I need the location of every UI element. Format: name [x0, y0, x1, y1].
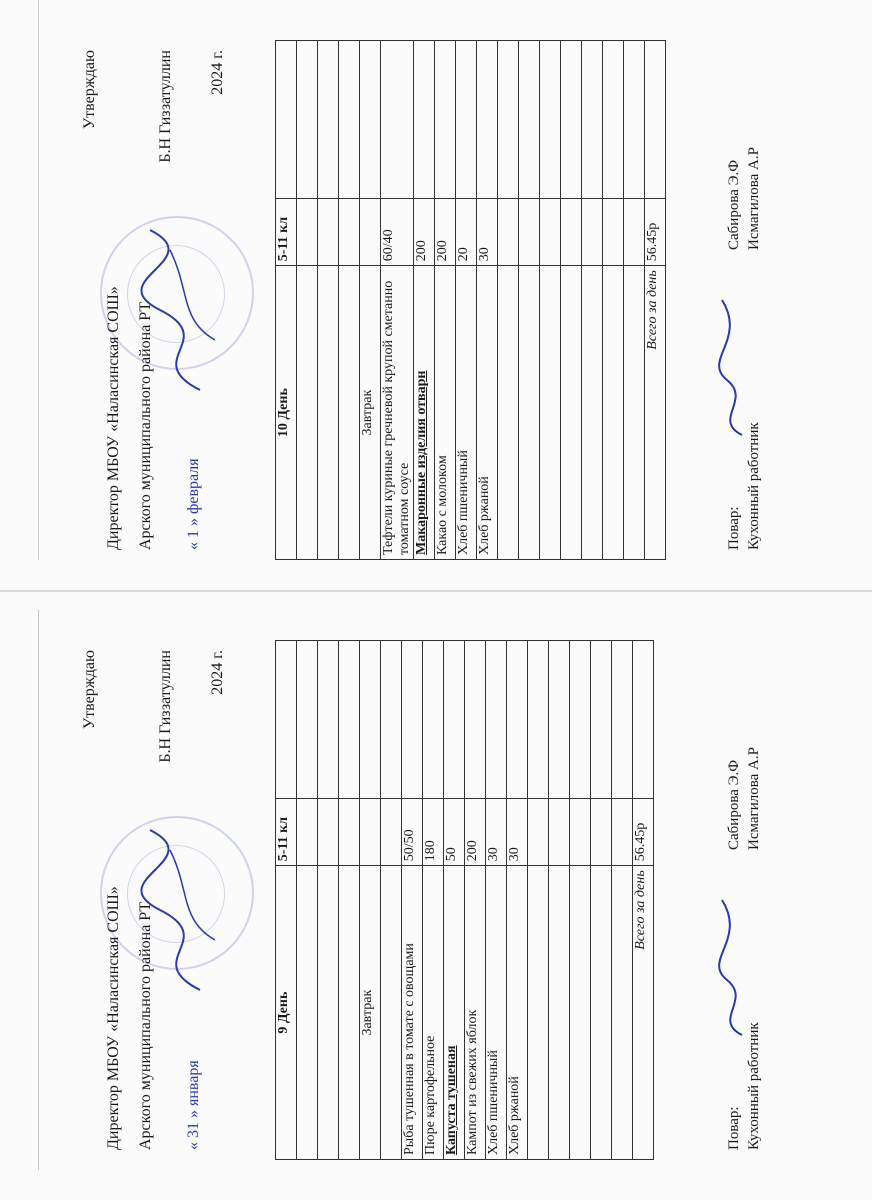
approve-title: Утверждаю — [81, 650, 98, 730]
total-label: Всего за день — [645, 266, 666, 560]
cook-label: Повар: — [726, 506, 742, 550]
item-portion: 50/50 — [402, 798, 423, 865]
menu-table — [275, 640, 654, 1160]
fold-line — [0, 590, 872, 592]
table-row — [498, 41, 519, 560]
table-row — [444, 641, 465, 1160]
table-row — [414, 41, 435, 560]
approve-year: 2024 г. — [209, 650, 226, 695]
item-name: Хлеб пшеничный — [456, 266, 477, 560]
total-label: Всего за день — [633, 866, 654, 1160]
table-row — [318, 641, 339, 1160]
table-row — [624, 41, 645, 560]
day-label: 10 День — [276, 266, 297, 560]
table-row — [456, 41, 477, 560]
menu-table — [275, 40, 666, 560]
table-header-row — [276, 41, 297, 560]
total-value: 56.45р — [633, 798, 654, 865]
menu-sheet-day-10 — [60, 40, 820, 560]
page-edge — [38, 610, 39, 1170]
approve-name: Б.Н Гиззатуллин — [157, 650, 174, 763]
item-portion: 60/40 — [381, 198, 414, 265]
item-name: Макаронные изделия отварн — [414, 266, 435, 560]
table-row — [486, 641, 507, 1160]
item-portion: 200 — [465, 798, 486, 865]
item-portion: 200 — [435, 198, 456, 265]
table-row — [507, 641, 528, 1160]
meal-label: Завтрак — [360, 266, 381, 560]
item-name: Капуста тушеная — [444, 866, 465, 1160]
item-name: Хлеб ржаной — [507, 866, 528, 1160]
table-row — [519, 41, 540, 560]
table-row — [561, 41, 582, 560]
item-portion: 20 — [456, 198, 477, 265]
menu-sheet-day-9 — [60, 640, 820, 1160]
approve-title: Утверждаю — [81, 50, 98, 130]
meal-row — [360, 641, 381, 1160]
kitchen-label: Кухонный работник — [746, 1022, 762, 1150]
cook-name: Сабирова Э.Ф — [726, 159, 742, 250]
approve-director: Директор МБОУ «Наласинская СОШ» — [105, 886, 122, 1150]
cook-signature — [707, 890, 757, 1040]
cook-signature — [707, 290, 757, 440]
table-header-row — [276, 641, 297, 1160]
item-portion: 30 — [477, 198, 498, 265]
table-row — [339, 641, 360, 1160]
table-row — [612, 641, 633, 1160]
total-row — [645, 41, 666, 560]
table-row — [402, 641, 423, 1160]
item-name: Тефтели куриные гречневой крупой сметанно томатном соусе — [381, 266, 414, 560]
table-row — [381, 41, 414, 560]
item-portion: 180 — [423, 798, 444, 865]
meal-label: Завтрак — [360, 866, 381, 1160]
approve-district: Арского муниципального района РТ — [137, 901, 154, 1150]
item-portion: 200 — [414, 198, 435, 265]
approve-district: Арского муниципального района РТ — [137, 301, 154, 550]
item-portion: 30 — [486, 798, 507, 865]
meal-row — [360, 41, 381, 560]
table-row — [339, 41, 360, 560]
item-name: Пюре картофельное — [423, 866, 444, 1160]
kitchen-name: Исмагилова А.Р — [746, 747, 762, 850]
approve-year: 2024 г. — [209, 50, 226, 95]
table-row — [540, 41, 561, 560]
table-row — [570, 641, 591, 1160]
approval-block — [80, 650, 280, 1150]
kitchen-name: Исмагилова А.Р — [746, 147, 762, 250]
item-name: Хлеб пшеничный — [486, 866, 507, 1160]
total-value: 56.45р — [645, 198, 666, 265]
approval-block — [80, 50, 280, 550]
day-label: 9 День — [276, 866, 297, 1160]
signatures-footer — [725, 650, 785, 1150]
table-row — [297, 641, 318, 1160]
table-row — [528, 641, 549, 1160]
table-row — [549, 641, 570, 1160]
total-row — [633, 641, 654, 1160]
approve-date: « 1 » февраля — [185, 458, 202, 550]
table-row — [423, 641, 444, 1160]
cook-name: Сабирова Э.Ф — [726, 759, 742, 850]
class-label: 5-11 кл — [276, 198, 297, 265]
item-name: Рыба тушенная в томате с овощами — [402, 866, 423, 1160]
cook-label: Повар: — [726, 1106, 742, 1150]
table-row — [477, 41, 498, 560]
table-row — [582, 41, 603, 560]
item-portion: 30 — [507, 798, 528, 865]
table-row — [603, 41, 624, 560]
table-row — [297, 41, 318, 560]
page-edge — [38, 0, 39, 560]
table-row — [381, 641, 402, 1160]
approve-director: Директор МБОУ «Наласинская СОШ» — [105, 286, 122, 550]
item-portion: 50 — [444, 798, 465, 865]
approve-date: « 31 » января — [185, 1060, 202, 1150]
table-row — [318, 41, 339, 560]
item-name: Кампот из свежих яблок — [465, 866, 486, 1160]
class-label: 5-11 кл — [276, 798, 297, 865]
kitchen-label: Кухонный работник — [746, 422, 762, 550]
table-row — [435, 41, 456, 560]
signatures-footer — [725, 50, 785, 550]
item-name: Какао с молоком — [435, 266, 456, 560]
table-row — [591, 641, 612, 1160]
table-row — [465, 641, 486, 1160]
item-name: Хлеб ржаной — [477, 266, 498, 560]
approve-name: Б.Н Гиззатуллин — [157, 50, 174, 163]
